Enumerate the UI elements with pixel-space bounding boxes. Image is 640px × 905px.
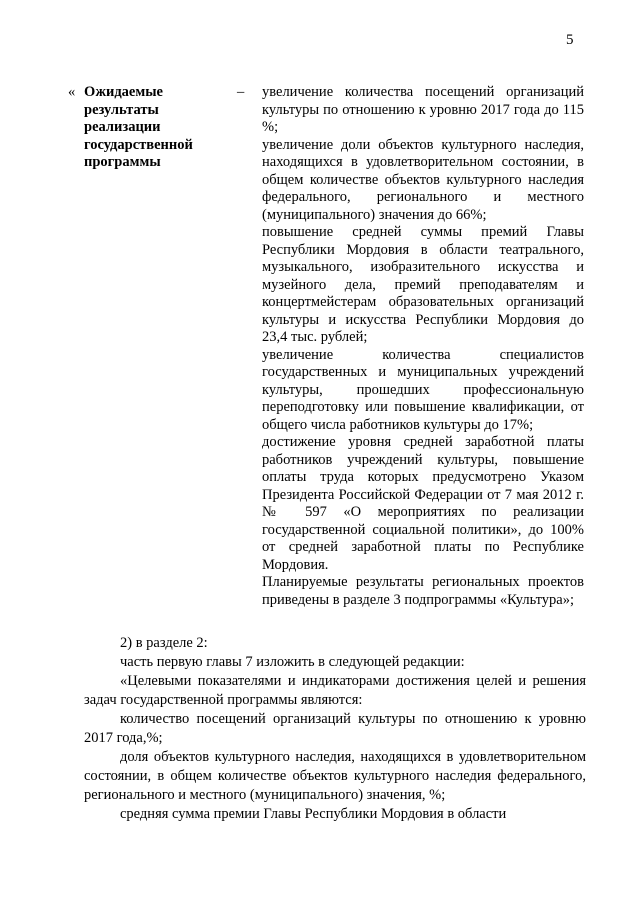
- result-item: увеличение доли объектов культурного наследия, находящихся в удовлетворительном состоянии, в общем количестве объектов культурного наследия федерального, регионального и местного (муниципального) значения до 66%;: [262, 136, 584, 223]
- heading-line: программы: [84, 154, 161, 170]
- result-item: повышение средней суммы премий Главы Республики Мордовия в области театрального, музыкального, изобразительного искусства и музейного дела, премий преподавателям и концертмейстерам образовательных организаций культуры и искусства Республики Мордовия до 23,4 тыс. рублей;: [262, 224, 584, 345]
- body-paragraph: доля объектов культурного наследия, находящихся в удовлетворительном состоянии, в общем количестве объектов культурного наследия федерального, регионального и местного (муниципального) значения, %;: [84, 749, 586, 803]
- open-quote: «: [68, 84, 76, 100]
- body-paragraph: «Целевыми показателями и индикаторами достижения целей и решения задач государственной программы являются:: [84, 673, 586, 708]
- heading-line: государственной: [84, 136, 193, 153]
- body-paragraph: часть первую главы 7 изложить в следующей редакции:: [120, 654, 465, 670]
- page-number: 5: [566, 32, 574, 48]
- body-paragraph: количество посещений организаций культуры по отношению к уровню 2017 года,%;: [84, 711, 586, 746]
- body-text: [84, 634, 586, 824]
- body-paragraph: 2) в разделе 2:: [120, 635, 208, 651]
- result-item: увеличение количества специалистов государственных и муниципальных учреждений культуры, прошедших профессиональную переподготовку или повышение квалификации, от общего числа работников культуры до 17%;: [262, 346, 584, 433]
- heading-line: Ожидаемые: [84, 84, 163, 100]
- result-item: Планируемые результаты региональных проектов приведены в разделе 3 подпрограммы «Культура»;: [262, 574, 584, 608]
- heading-line: результаты: [84, 101, 159, 118]
- result-item: достижение уровня средней заработной платы работников учреждений культуры, повышение оплаты труда которых предусмотрено Указом Президента Российской Федерации от 7 мая 2012 г. № 597 «О мероприятиях по реализации государственной социальной политики», до 100% от средней заработной платы по Республике Мордовия.: [262, 434, 584, 573]
- body-paragraph: средняя сумма премии Главы Республики Мордовия в области: [120, 806, 507, 822]
- list-dash: –: [237, 84, 245, 100]
- passport-row-heading: [68, 84, 244, 172]
- passport-row-content: [262, 84, 584, 609]
- result-item: увеличение количества посещений организаций культуры по отношению к уровню 2017 года до 115 %;: [262, 84, 584, 135]
- heading-line: реализации: [84, 119, 161, 135]
